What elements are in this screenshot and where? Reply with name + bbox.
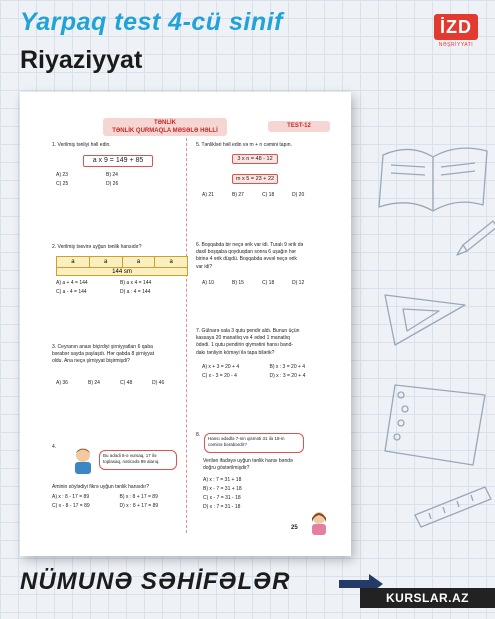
option-d: D) x : 7 = 31 - 18 bbox=[203, 504, 241, 510]
question-8-number: 8. bbox=[196, 432, 201, 438]
segment-cell: a bbox=[169, 259, 173, 265]
question-3-line: 3. Ceyranın anası biçirdiyi şirniyyatları 6 qaba bbox=[52, 344, 153, 350]
question-1-equation: a x 9 = 149 + 85 bbox=[83, 155, 153, 167]
question-7-line: 7. Gülnarə xala 3 qutu pendir aldı. Bunun üçün bbox=[196, 328, 300, 334]
question-4-speech-bubble bbox=[99, 450, 177, 470]
option-b: B) 27 bbox=[232, 192, 244, 198]
question-7-options bbox=[202, 364, 337, 379]
option-c: C) x - 7 = 31 - 18 bbox=[203, 495, 241, 501]
option-a: A) 36 bbox=[56, 380, 68, 386]
bubble-line: Bu ədədi 8-ə vursaq, 17 ilə bbox=[103, 453, 157, 458]
notebook-sketch-icon bbox=[385, 385, 485, 465]
question-8-speech-bubble bbox=[204, 433, 304, 453]
test-label: TEST-12 bbox=[268, 121, 330, 132]
question-5-equation-1: 3 x n = 48 - 12 bbox=[232, 154, 278, 164]
sample-pages-banner: NÜMUNƏ SƏHİFƏLƏR bbox=[20, 568, 291, 595]
column-divider bbox=[186, 138, 187, 533]
segment-cell: a bbox=[90, 257, 123, 267]
bubble-line: toplasaq, nəticədə 89 alarıq. bbox=[103, 459, 160, 464]
segment-cell: a bbox=[57, 257, 90, 267]
publisher-logo bbox=[434, 14, 478, 50]
topic-line-1: TƏNLİK bbox=[153, 120, 177, 126]
option-c: C) a - 4 = 144 bbox=[56, 289, 87, 295]
question-2-segment-diagram bbox=[56, 256, 188, 276]
site-label[interactable]: KURSLAR.AZ bbox=[360, 588, 495, 608]
question-6-text bbox=[196, 242, 303, 271]
option-b: B) 15 bbox=[232, 280, 244, 286]
question-3-line: bərabər sayda paylaşdı. Hər qabda 8 şirniyyat bbox=[52, 351, 155, 358]
option-a: A) 21 bbox=[202, 192, 214, 198]
question-1-options bbox=[56, 172, 156, 187]
question-7-line: kassaya 20 manatlıq və 4 ədəd 1 manatlıq bbox=[196, 335, 290, 342]
option-a: A) x : 7 = 31 + 18 bbox=[203, 477, 242, 483]
option-d: D) x : 3 = 20 + 4 bbox=[269, 373, 306, 379]
decorative-sketches bbox=[345, 95, 495, 565]
option-a: A) x + 3 = 20 + 4 bbox=[202, 364, 240, 370]
question-5-options bbox=[202, 192, 322, 198]
pen-sketch-icon bbox=[457, 221, 495, 255]
bubble-line: cəminə bərabərdir? bbox=[208, 442, 247, 447]
question-5-equation-2: m x 5 = 23 + 22 bbox=[232, 174, 278, 184]
option-d: D) x : 8 + 17 = 89 bbox=[119, 503, 159, 509]
option-b: B) 24 bbox=[88, 380, 100, 386]
topic-line-2: TƏNLİK QURMAQLA MƏSƏLƏ HƏLLİ bbox=[112, 128, 218, 134]
question-1-text: 1. Verilmiş tənliyi həll edin. bbox=[52, 142, 111, 148]
girl-illustration-icon bbox=[308, 510, 330, 536]
bubble-line: Hansı ədədlə 7-nin qisməti 31 ilə 18-in bbox=[208, 436, 285, 441]
book-title: Yarpaq test 4-cü sinif bbox=[20, 8, 283, 36]
option-b: B) a x 4 = 144 bbox=[120, 280, 152, 286]
segment-total: 144 sm bbox=[57, 267, 187, 277]
option-c: C) 18 bbox=[262, 192, 275, 198]
question-6-line: 6. Boşqabda bir neçə ərik var idi. Turalı 9 ərik də bbox=[196, 242, 304, 248]
option-c: C) 25 bbox=[56, 181, 69, 187]
question-7-line: ödədi. 1 qutu pendirin qiymətini hansı band- bbox=[196, 342, 294, 349]
question-8-line: doğru göstərilmişdir? bbox=[203, 465, 250, 472]
option-a: A) 10 bbox=[202, 280, 214, 286]
option-b: B) x : 3 = 20 + 4 bbox=[269, 364, 306, 370]
logo-subtext: NƏŞRİYYATI bbox=[438, 42, 474, 48]
question-4-number: 4. bbox=[52, 444, 57, 450]
question-7-text bbox=[196, 328, 299, 357]
segment-cell: a bbox=[123, 257, 156, 267]
option-c: C) x - 3 = 20 - 4 bbox=[202, 373, 237, 379]
page-number: 25 bbox=[291, 525, 298, 531]
option-c: C) 48 bbox=[120, 380, 133, 386]
option-b: B) x - 7 = 31 + 18 bbox=[203, 486, 242, 492]
question-6-options bbox=[202, 280, 322, 286]
ruler-sketch-icon bbox=[415, 487, 491, 527]
question-2-options bbox=[56, 280, 184, 295]
question-8-options bbox=[203, 476, 242, 512]
question-4-text: Aminin söylədiyi fikrə uyğun tənlik hansıdır? bbox=[52, 484, 149, 490]
topic-header bbox=[103, 118, 227, 136]
option-c: C) x - 8 - 17 = 89 bbox=[52, 503, 90, 509]
question-5-text: 5. Tənlikləri həll edin və m + n cəmini tapın. bbox=[196, 142, 292, 148]
question-6-line: var idi? bbox=[196, 263, 213, 270]
logo-mark: İZD bbox=[434, 14, 478, 40]
option-d: D) 26 bbox=[106, 181, 119, 187]
option-d: D) 46 bbox=[152, 380, 165, 386]
question-4-options bbox=[52, 494, 187, 509]
option-d: D) 12 bbox=[292, 280, 305, 286]
question-6-line: birinə 4 ərik düşdü. Boşqabda əvvəl neçə ərik bbox=[196, 256, 297, 263]
question-3-text bbox=[52, 344, 154, 366]
question-8-text bbox=[203, 458, 293, 472]
option-a: A) x : 8 - 17 = 89 bbox=[52, 494, 90, 500]
option-c: C) 18 bbox=[262, 280, 275, 286]
option-b: B) x : 8 + 17 = 89 bbox=[119, 494, 158, 500]
sample-page bbox=[20, 92, 351, 556]
option-d: D) 20 bbox=[292, 192, 305, 198]
option-a: A) 23 bbox=[56, 172, 68, 178]
question-6-line: daxil boşqaba qoyduqdan sonra 6 uşağın hər bbox=[196, 249, 297, 256]
option-a: A) a + 4 = 144 bbox=[56, 280, 88, 286]
subject-title: Riyaziyyat bbox=[20, 46, 143, 74]
question-7-line: dakı tənliyin köməyi ilə tapa bilərik? bbox=[196, 349, 275, 356]
option-b: B) 24 bbox=[106, 172, 118, 178]
boy-illustration-icon bbox=[70, 446, 96, 476]
question-2-text: 2. Verilmiş təsvirə uyğun tənlik hansıdır? bbox=[52, 244, 142, 250]
question-3-line: oldu. Ana neçə şirniyyat bişirmişdi? bbox=[52, 358, 130, 365]
question-3-options bbox=[56, 380, 184, 386]
question-8-line: Verilən ifadəyə uyğun tənlik hansı bəndə bbox=[203, 458, 293, 464]
option-d: D) a : 4 = 144 bbox=[120, 289, 151, 295]
